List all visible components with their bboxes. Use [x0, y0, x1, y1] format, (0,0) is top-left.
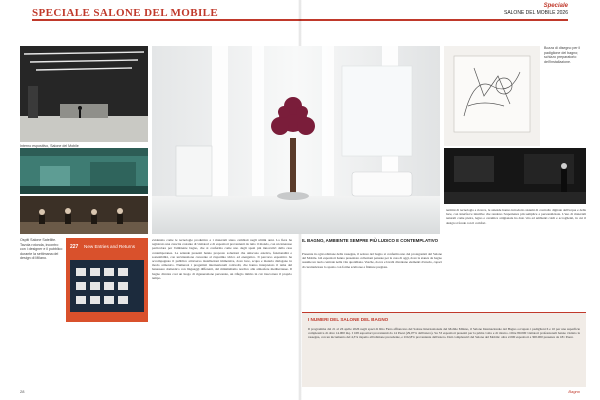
book-cover-title: New Entries and Returns [84, 244, 136, 249]
book-cover-number: 227 [70, 244, 79, 250]
section-title: SPECIALE SALONE DEL MOBILE [32, 7, 219, 19]
header-subhead: SALONE DEL MOBILE 2026 [503, 9, 568, 16]
photo-white-bathroom [152, 46, 440, 234]
photo-sketch-wall [444, 46, 540, 146]
page-number-right: Bagno [568, 389, 580, 394]
caption-panel [20, 238, 64, 261]
stats-title: I NUMERI DEL SALONE DEL BAGNO [308, 317, 389, 322]
header-kicker: Speciale [543, 3, 568, 9]
body-right-a-text: Presente in ogni edizione della rassegna, il settore del bagno si conferma uno dei protagonisti del Salone del Mobile. Gli espositori hanno presentato collezioni pensate per la casa di oggi, dove la stanza da bagno assume un ruolo centrale nella vita quotidiana. Vasche, docce e lavabi diventano elementi d'arredo, capaci di caratterizzare lo spazio con forme scultoree e finiture pregiate. [302, 252, 442, 269]
photo-exhibition-hall [20, 46, 148, 142]
body-column-right-b [446, 208, 586, 308]
page-number-left: 28 [20, 389, 25, 394]
section-heading [302, 238, 442, 243]
photo-teal-room [20, 148, 148, 194]
photo-panel-discussion [20, 196, 148, 234]
body-column-middle [152, 238, 292, 386]
caption-text: Interno espositivo, Salone del Mobile [20, 144, 79, 148]
caption-panel-text: Ospiti Salone Satellite. Tavola rotonda, incontro con i designer e il pubblico durante la settimana del design di Milano. [20, 238, 63, 261]
section-heading-text: IL BAGNO, AMBIENTE SEMPRE PIÙ LUDICO E CONTEMPLATIVO [302, 238, 439, 243]
body-right-b-text: termini di tecnologia e ricerca, le aziende hanno introdotto sistemi di controllo digitale dell'acqua e della luce, con interfacce intuitive che rendono l'esperienza più semplice e personalizzata. L'uso di materiali naturali come pietra, legno e ceramica artigianale ha dato vita ad ambienti caldi e accoglienti, in cui il design si fonde con il comfort. [446, 208, 586, 225]
right-header [504, 3, 568, 16]
stats-box [302, 312, 586, 387]
caption-sketch [544, 46, 586, 64]
stats-text: Il programma dal 21 al 26 aprile 2026 negli spazi di Rho Fiera affiancano del Salone Internazionale del Mobile Milano, il Salone Internazionale del Bagno occupato i padiglioni 6 e 10 per una superficie complessiva di oltre 14.000 mq. I 168 espositori provenienti da 14 Paesi (29,07% dall'estero). Su 53 espositori presenti per la prima volta e di ritorno. Oltre 80.000 visitatori professionali hanno visitato la rassegna, con un incremento del 4,3% rispetto all'edizione precedente, e il 62,8% proveniente dall'estero. Dati complessivi del Salone del Mobile: oltre 2.000 espositori e 300.000 presenze da 181 Paesi. [308, 327, 580, 340]
photo-event-evening [444, 148, 586, 204]
body-column-right-a [302, 252, 442, 308]
body-middle-text: evidenzia come le tecnologie produttive e i materiali siano cambiati negli ultimi anni. La fiera ha registrato una crescita costante di visitatori e di espositori provenienti da tutto il mondo, con un interesse particolare per l'ambiente bagno, che si conferma come uno degli spazi più innovativi della casa contemporanea. Le aziende presenti hanno proposto soluzioni che uniscono estetica, funzionalità e sostenibilità, con un'attenzione crescente al risparmio idrico ed energetico. Il percorso espositivo ha accompagnato il pubblico attraverso installazioni immersive, dove luce, acqua e materia dialogano in modo armonico. Numerosi i progettisti internazionali coinvolti, che hanno interpretato il tema del benessere domestico con linguaggi differenti, dal minimalismo nordico alle atmosfere mediterranee. Il bagno diventa così un luogo di rigenerazione personale, un rifugio intimo in cui trascorrere il proprio tempo. [152, 238, 292, 280]
book-cover [66, 238, 148, 322]
caption-sketch-text: Bozza di disegno per il padiglione del bagno; schizzo preparatorio dell'installazione. [544, 46, 581, 64]
